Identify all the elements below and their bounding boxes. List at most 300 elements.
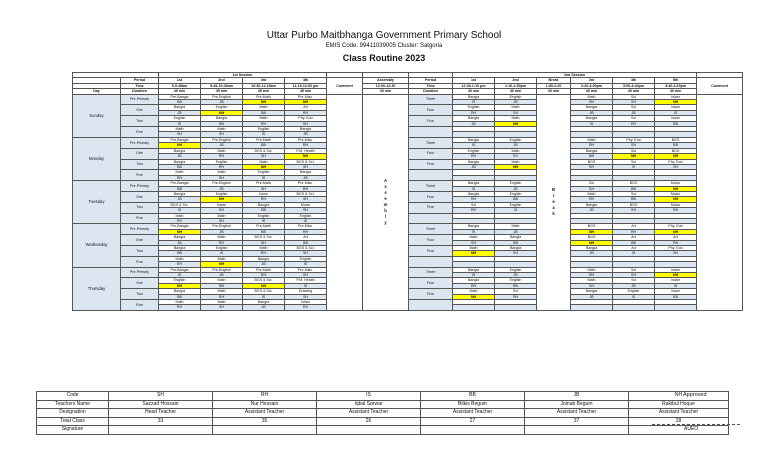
subject-cell: Pre-English — [201, 137, 243, 142]
assembly-time: 12:00-12:30 — [363, 83, 409, 88]
subject-cell: BB — [159, 164, 201, 169]
subject-cell-second: English — [495, 278, 537, 283]
class-label-second: Four — [409, 278, 453, 289]
subject-cell-second: JB — [495, 143, 537, 148]
subject-cell-late: IS — [613, 294, 655, 299]
subject-cell: NH — [159, 143, 201, 148]
subject-cell-late: BGS — [655, 137, 697, 142]
comment2-column — [697, 94, 743, 310]
class-label-second — [409, 256, 453, 267]
subject-cell: SH — [243, 186, 285, 191]
subject-cell: Math — [159, 127, 201, 132]
subject-cell: Math — [159, 213, 201, 218]
subject-cell-late — [613, 305, 655, 310]
subject-cell-late: BB — [613, 186, 655, 191]
class-label: One — [121, 235, 159, 246]
subject-cell: BGS & Sci. — [243, 235, 285, 240]
subject-cell: RH — [159, 218, 201, 223]
subject-cell: Pre-Math — [243, 267, 285, 272]
subject-cell-late: SH — [613, 100, 655, 105]
subject-cell-second: RH — [453, 283, 495, 288]
subject-cell-second: JB — [453, 121, 495, 126]
subject-cell-second: RH — [453, 197, 495, 202]
subject-cell: RH — [159, 175, 201, 180]
subject-cell-late: Bangla — [571, 289, 613, 294]
first-duration-2: 45 min — [201, 89, 243, 94]
subject-cell-late: Sci — [613, 191, 655, 196]
first-period-1: 1st — [159, 78, 201, 83]
subject-cell: IS — [243, 175, 285, 180]
class-label: Five — [121, 170, 159, 181]
subject-cell: JB — [285, 175, 327, 180]
subject-cell: Math — [201, 256, 243, 261]
second-session-header: 2nd Session — [453, 73, 697, 78]
subject-cell-second: Bangla — [453, 278, 495, 283]
subject-cell-second: Math — [453, 289, 495, 294]
teacher-cell: Joinab Begum — [525, 400, 629, 409]
subject-cell-late: NH — [655, 154, 697, 159]
subject-cell: Math — [201, 213, 243, 218]
class-label: One — [121, 278, 159, 289]
subject-cell-late: Islam — [655, 105, 697, 110]
subject-cell: Pre-English — [201, 181, 243, 186]
subject-cell-second: NH — [495, 121, 537, 126]
subject-cell: Math — [243, 105, 285, 110]
teacher-cell: Rakibul Hoque — [629, 400, 729, 409]
subject-cell-late: SH — [655, 251, 697, 256]
first-time-3: 10:30-11:15am — [243, 83, 285, 88]
subject-cell-late: Bangla — [571, 148, 613, 153]
subject-cell-late — [655, 305, 697, 310]
class-label: Two — [121, 202, 159, 213]
subject-cell: Pre-Math — [243, 224, 285, 229]
class-label-second: Three — [409, 137, 453, 148]
subject-cell-late: Phy. Edu — [655, 246, 697, 251]
subject-cell: IS — [285, 262, 327, 267]
subject-cell-second: JB — [495, 100, 537, 105]
teacher-cell: 28 — [629, 417, 729, 426]
subject-cell-late: NH — [655, 197, 697, 202]
subject-cell: JB — [201, 143, 243, 148]
subject-cell-late: BGS — [571, 159, 613, 164]
second-duration-5: 40 min — [655, 89, 697, 94]
subject-cell-late: Music — [655, 191, 697, 196]
subject-cell: BB — [201, 283, 243, 288]
signature-line — [652, 424, 740, 425]
subject-cell-second: Math — [495, 224, 537, 229]
subject-cell: BB — [243, 208, 285, 213]
subject-cell: Pre-Misc. — [285, 224, 327, 229]
subject-cell: Bangla — [159, 289, 201, 294]
subject-cell: English — [285, 256, 327, 261]
subject-cell-late: Sci — [613, 94, 655, 99]
subject-cell-late: Math — [571, 94, 613, 99]
class-label-second — [409, 213, 453, 224]
subject-cell: English — [243, 213, 285, 218]
class-label: Pre-Primary — [121, 224, 159, 235]
subject-cell-late: SH — [571, 186, 613, 191]
subject-cell-second: Bangla — [453, 137, 495, 142]
subject-cell-late: BGS — [571, 235, 613, 240]
teachers-table — [36, 391, 729, 435]
second-period-2: 2nd — [495, 78, 537, 83]
approved-label: Approved — [683, 392, 707, 398]
day-label: Tuesday — [73, 181, 121, 224]
class-label: Pre-Primary — [121, 181, 159, 192]
subject-cell-second: BB — [495, 283, 537, 288]
subject-cell: Math — [243, 159, 285, 164]
subject-cell-late: JB — [571, 208, 613, 213]
class-label-second: Five — [409, 246, 453, 257]
subject-cell: Math — [159, 170, 201, 175]
subject-cell-late: RH — [571, 100, 613, 105]
subject-cell-second: Math — [453, 246, 495, 251]
subject-cell: IS — [159, 273, 201, 278]
teacher-cell: 26 — [317, 417, 421, 426]
routine-title: Class Routine 2023 — [342, 53, 426, 63]
second-duration-2: 40 min — [495, 89, 537, 94]
subject-cell: NH — [159, 229, 201, 234]
subject-cell: JB — [159, 110, 201, 115]
subject-cell: Music — [285, 202, 327, 207]
subject-cell-late: Music — [655, 181, 697, 186]
subject-cell-late — [571, 305, 613, 310]
subject-cell-second: NH — [495, 164, 537, 169]
subject-cell: SH — [243, 154, 285, 159]
subject-cell: BGS & Sci. — [285, 159, 327, 164]
break-vertical-label: B r e a k — [537, 94, 571, 310]
subject-cell: Pre-English — [201, 267, 243, 272]
subject-cell: BGS & Sci. — [243, 278, 285, 283]
teacher-cell: Bilkis Begum — [421, 400, 525, 409]
subject-cell-second: English — [495, 191, 537, 196]
teacher-cell: NH — [629, 392, 729, 401]
subject-cell: RH — [243, 121, 285, 126]
subject-cell: RH — [201, 208, 243, 213]
subject-cell-late: NH — [571, 240, 613, 245]
subject-cell: IS — [285, 283, 327, 288]
subject-cell-second: Math — [495, 105, 537, 110]
break-duration: 30 min — [537, 89, 571, 94]
first-period-2: 2nd — [201, 78, 243, 83]
subject-cell-second: Bangla — [453, 224, 495, 229]
subject-cell: RH — [159, 305, 201, 310]
subject-cell: Pre-English — [201, 94, 243, 99]
class-label-second: Three — [409, 94, 453, 105]
comment-column — [327, 94, 363, 310]
second-time-5: 3:40-4:15pm — [655, 83, 697, 88]
subject-cell-second: IS — [453, 273, 495, 278]
subject-cell: SH — [285, 164, 327, 169]
second-duration-label: Duration — [409, 89, 453, 94]
subject-cell-late: NH — [571, 229, 613, 234]
teacher-cell: SH — [109, 392, 213, 401]
day-header: Day — [73, 89, 121, 94]
subject-cell: Islam — [243, 191, 285, 196]
subject-cell: NH — [243, 100, 285, 105]
class-label-second: Four — [409, 148, 453, 159]
subject-cell-late: Sci — [571, 181, 613, 186]
day-label: Thursday — [73, 267, 121, 310]
subject-cell: BB — [159, 186, 201, 191]
class-label: Five — [121, 256, 159, 267]
subject-cell-late: Art — [613, 235, 655, 240]
subject-cell-late: SH — [655, 164, 697, 169]
subject-cell-late: NH — [655, 273, 697, 278]
subject-cell-second: NH — [453, 294, 495, 299]
subject-cell-second — [495, 305, 537, 310]
subject-cell-late: Art — [613, 246, 655, 251]
teacher-cell — [109, 426, 213, 435]
subject-cell: SH — [243, 240, 285, 245]
class-label: Five — [121, 213, 159, 224]
first-duration-4: 45 min — [285, 89, 327, 94]
day-label: Sunday — [73, 94, 121, 137]
subject-cell: RH — [201, 164, 243, 169]
teacher-cell: Nur Hossain — [213, 400, 317, 409]
subject-cell: JB — [201, 229, 243, 234]
break-time: 1:50-2:20 — [537, 83, 571, 88]
teacher-cell: Assistant Teacher — [213, 409, 317, 418]
subject-cell: NH — [201, 197, 243, 202]
subject-cell: Pre-Bangla — [159, 224, 201, 229]
subject-cell-second: Math — [495, 116, 537, 121]
class-label: Two — [121, 159, 159, 170]
second-period-1: 1st — [453, 78, 495, 83]
subject-cell: IS — [201, 251, 243, 256]
subject-cell-late: Islam — [655, 289, 697, 294]
subject-cell: SH — [285, 251, 327, 256]
subject-cell: Math — [201, 278, 243, 283]
subject-cell: Math — [201, 127, 243, 132]
subject-cell: RH — [201, 154, 243, 159]
subject-cell-late: Bangla — [571, 246, 613, 251]
subject-cell: IS — [159, 121, 201, 126]
subject-cell-second: Math — [495, 148, 537, 153]
first-time-2: 9:45-10:30am — [201, 83, 243, 88]
class-label: One — [121, 148, 159, 159]
subject-cell-late: BB — [613, 240, 655, 245]
subject-cell-late: RH — [655, 240, 697, 245]
subject-cell-late: IS — [613, 251, 655, 256]
subject-cell: RH — [285, 110, 327, 115]
subject-cell: RH — [285, 186, 327, 191]
subject-cell: BB — [243, 110, 285, 115]
subject-cell: JB — [159, 240, 201, 245]
subject-cell-second: BB — [495, 197, 537, 202]
subject-cell: Math — [201, 148, 243, 153]
subject-cell: Math — [243, 116, 285, 121]
teacher-cell — [317, 426, 421, 435]
second-duration-1: 40 min — [453, 89, 495, 94]
subject-cell: P.M. Health — [285, 278, 327, 283]
subject-cell: SH — [285, 208, 327, 213]
subject-cell: English — [159, 278, 201, 283]
class-label-second: Three — [409, 267, 453, 278]
subject-cell: Bangla — [159, 235, 201, 240]
duration-label: Duration — [121, 89, 159, 94]
subject-cell: JB — [159, 154, 201, 159]
subject-cell-late: JB — [571, 251, 613, 256]
teacher-row-label: Teachers Name — [37, 400, 109, 409]
second-duration-4: 40 min — [613, 89, 655, 94]
class-label-second: Five — [409, 289, 453, 300]
teacher-cell — [421, 426, 525, 435]
teacher-cell: Head Teacher — [109, 409, 213, 418]
class-label-second: Four — [409, 191, 453, 202]
subject-cell-second: SH — [453, 240, 495, 245]
subject-cell-second: Bangla — [453, 116, 495, 121]
class-label-second — [409, 127, 453, 138]
subject-cell: RH — [243, 197, 285, 202]
subject-cell-late: NH — [613, 154, 655, 159]
subject-cell: Islam — [285, 300, 327, 305]
subject-cell-late: IS — [655, 283, 697, 288]
subject-cell: Pre-Bangla — [159, 137, 201, 142]
assembly-vertical-label: A s s e m b l y — [363, 94, 409, 310]
subject-cell: Bangla — [159, 148, 201, 153]
class-label-second — [409, 300, 453, 311]
subject-cell-second: JB — [495, 229, 537, 234]
subject-cell-late: JB — [571, 294, 613, 299]
subject-cell: JB — [201, 100, 243, 105]
subject-cell: Phy. Edu — [285, 116, 327, 121]
subject-cell-late: JB — [613, 110, 655, 115]
subject-cell-late: SH — [571, 283, 613, 288]
teacher-cell: IS — [317, 392, 421, 401]
class-label: Pre-Primary — [121, 94, 159, 105]
teacher-cell: Sazzad Hossain — [109, 400, 213, 409]
teacher-cell: RH — [213, 392, 317, 401]
emis-code-cluster: EMIS Code: 99411039005 Cluster: Satgoria — [325, 43, 443, 49]
subject-cell-late: Sci — [613, 267, 655, 272]
subject-cell-late: Art — [613, 224, 655, 229]
subject-cell-late: RH — [613, 121, 655, 126]
subject-cell-late: RH — [571, 197, 613, 202]
subject-cell-late: BB — [613, 197, 655, 202]
subject-cell-late: Sci — [613, 159, 655, 164]
subject-cell: BB — [285, 240, 327, 245]
teacher-cell: BB — [421, 392, 525, 401]
subject-cell-second: RH — [453, 154, 495, 159]
class-label-second: Three — [409, 224, 453, 235]
subject-cell-second: NH — [453, 251, 495, 256]
assembly-duration: 30 min — [363, 89, 409, 94]
subject-cell-second: English — [495, 202, 537, 207]
class-label-second: Four — [409, 235, 453, 246]
teacher-cell: 37 — [525, 417, 629, 426]
subject-cell: Pre-Math — [243, 181, 285, 186]
subject-cell: English — [243, 127, 285, 132]
class-label: Five — [121, 300, 159, 311]
class-label: One — [121, 105, 159, 116]
subject-cell: RH — [243, 251, 285, 256]
subject-cell-second: IS — [495, 208, 537, 213]
subject-cell: Math — [159, 256, 201, 261]
subject-cell: Math — [201, 235, 243, 240]
day-label: Wednesday — [73, 224, 121, 267]
subject-cell-late: RH — [571, 143, 613, 148]
first-period-3: 3rd — [243, 78, 285, 83]
subject-cell-late: BGS — [571, 224, 613, 229]
subject-cell: JB — [285, 132, 327, 137]
second-time-2: 1:10-1:50pm — [495, 83, 537, 88]
subject-cell: Pre-Bangla — [159, 267, 201, 272]
subject-cell-late: Math — [571, 267, 613, 272]
teacher-row-label: Total Class — [37, 417, 109, 426]
subject-cell: SH — [285, 197, 327, 202]
subject-cell-late: IS — [655, 110, 697, 115]
subject-cell-second: IS — [453, 186, 495, 191]
subject-cell-second: IS — [453, 143, 495, 148]
subject-cell: RH — [159, 262, 201, 267]
subject-cell: SH — [285, 273, 327, 278]
subject-cell-late: Art — [655, 235, 697, 240]
subject-cell-late: Bangla — [571, 116, 613, 121]
subject-cell: BGS & Sci. — [243, 289, 285, 294]
subject-cell: JB — [201, 186, 243, 191]
subject-cell: Pre-Misc. — [285, 94, 327, 99]
subject-cell-late: Sci — [613, 105, 655, 110]
subject-cell-second: English — [495, 181, 537, 186]
subject-cell: BGS & Sci. — [285, 191, 327, 196]
subject-cell: SH — [285, 121, 327, 126]
subject-cell: NH — [159, 283, 201, 288]
subject-cell: SH — [201, 175, 243, 180]
first-session-header: 1st Session — [159, 73, 327, 78]
subject-cell: SH — [159, 132, 201, 137]
subject-cell-second: English — [495, 137, 537, 142]
subject-cell: RH — [285, 143, 327, 148]
class-label-second — [409, 170, 453, 181]
subject-cell-second: Sci — [495, 289, 537, 294]
subject-cell: BB — [243, 229, 285, 234]
subject-cell: Pre-Misc. — [285, 137, 327, 142]
class-label: Two — [121, 289, 159, 300]
subject-cell-late: Phy. Edu — [655, 224, 697, 229]
subject-cell: BB — [159, 100, 201, 105]
subject-cell-late: BB — [571, 154, 613, 159]
subject-cell: Pre-Misc. — [285, 267, 327, 272]
subject-cell: RH — [201, 240, 243, 245]
subject-cell-late: BB — [655, 121, 697, 126]
subject-cell: Pre-Bangla — [159, 181, 201, 186]
subject-cell-second: Sci — [453, 202, 495, 207]
subject-cell: Bangla — [243, 202, 285, 207]
subject-cell: NH — [201, 262, 243, 267]
subject-cell: Bangla — [285, 127, 327, 132]
subject-cell: Pre-Misc. — [285, 181, 327, 186]
subject-cell-late: Phy. Edu — [613, 137, 655, 142]
subject-cell: RH — [285, 305, 327, 310]
subject-cell: BB — [159, 294, 201, 299]
subject-cell: BGS & Sci. — [243, 148, 285, 153]
subject-cell-second: IS — [453, 229, 495, 234]
subject-cell: Bangla — [159, 159, 201, 164]
subject-cell-late: JB — [571, 110, 613, 115]
subject-cell: English — [201, 191, 243, 196]
subject-cell-second: IS — [453, 100, 495, 105]
subject-cell: IS — [285, 218, 327, 223]
second-period-5: 5th — [655, 78, 697, 83]
subject-cell-second: SH — [495, 251, 537, 256]
second-time-3: 2:20-3:00pm — [571, 83, 613, 88]
class-label-second: Three — [409, 181, 453, 192]
subject-cell-late: BB — [655, 143, 697, 148]
subject-cell-second: Math — [495, 159, 537, 164]
subject-cell-late: NH — [655, 100, 697, 105]
subject-cell-second: SH — [495, 110, 537, 115]
